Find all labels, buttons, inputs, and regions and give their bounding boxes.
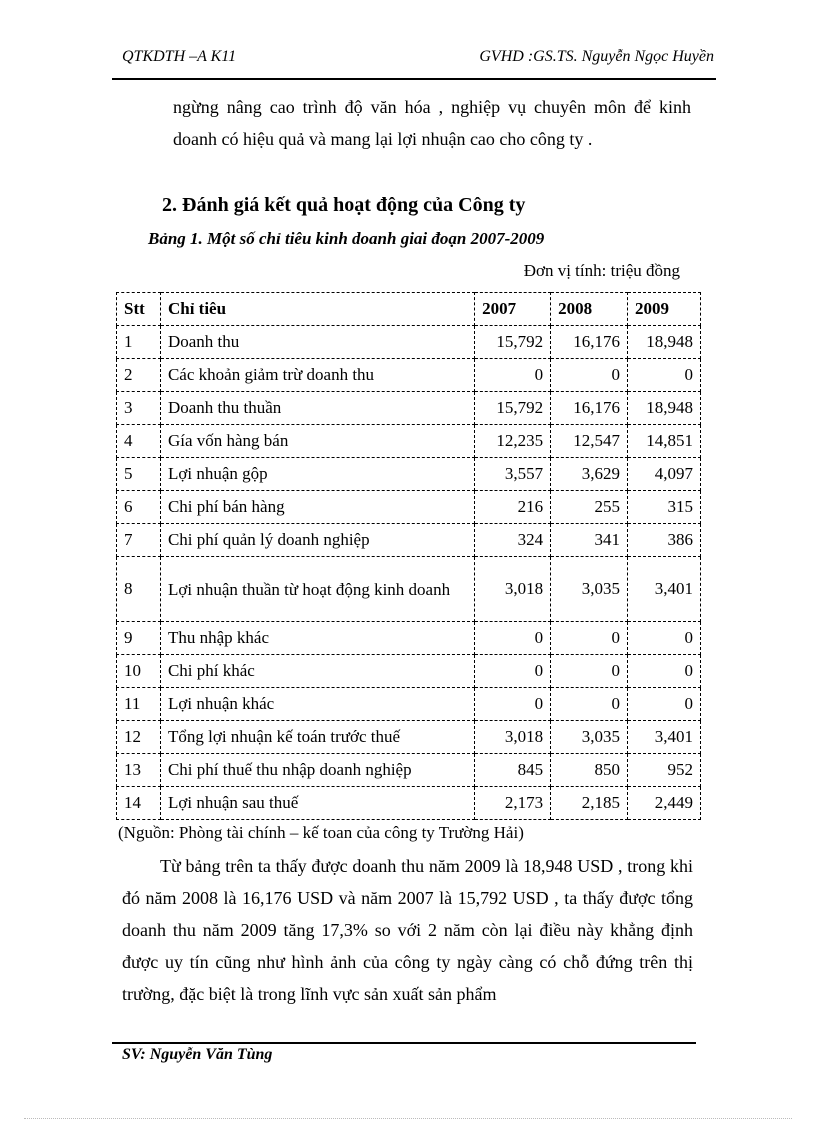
cell-stt: 14 — [117, 787, 161, 820]
cell-2009: 14,851 — [628, 425, 701, 458]
cell-2008: 0 — [551, 359, 628, 392]
col-header-2007: 2007 — [475, 293, 551, 326]
cell-2007: 0 — [475, 622, 551, 655]
cell-stt: 1 — [117, 326, 161, 359]
cell-indicator: Chi phí thuế thu nhập doanh nghiệp — [160, 754, 474, 787]
section-title: 2. Đánh giá kết quả hoạt động của Công ty — [162, 194, 526, 216]
page-footer: SV: Nguyễn Văn Tùng — [122, 1046, 273, 1063]
cell-indicator: Thu nhập khác — [160, 622, 474, 655]
cell-2008: 3,629 — [551, 458, 628, 491]
cell-stt: 8 — [117, 557, 161, 622]
cell-2007: 845 — [475, 754, 551, 787]
cell-2009: 18,948 — [628, 326, 701, 359]
cell-indicator: Chi phí bán hàng — [160, 491, 474, 524]
table-row — [117, 458, 701, 491]
cell-stt: 9 — [117, 622, 161, 655]
cell-indicator: Lợi nhuận khác — [160, 688, 474, 721]
table-row — [117, 754, 701, 787]
table-row — [117, 359, 701, 392]
cell-2007: 3,018 — [475, 721, 551, 754]
cell-indicator: Các khoản giảm trừ doanh thu — [160, 359, 474, 392]
cell-2007: 2,173 — [475, 787, 551, 820]
cell-2007: 324 — [475, 524, 551, 557]
cell-2008: 3,035 — [551, 721, 628, 754]
cell-2008: 0 — [551, 688, 628, 721]
page-header — [122, 48, 714, 70]
table-row — [117, 622, 701, 655]
cell-indicator: Chi phí quản lý doanh nghiệp — [160, 524, 474, 557]
cell-2007: 216 — [475, 491, 551, 524]
table-caption: Bảng 1. Một số chỉ tiêu kinh doanh giai đoạn 2007-2009 — [148, 229, 545, 248]
cell-2007: 15,792 — [475, 326, 551, 359]
business-indicators-table — [116, 292, 701, 820]
cell-2009: 386 — [628, 524, 701, 557]
table-row — [117, 392, 701, 425]
cell-2007: 3,018 — [475, 557, 551, 622]
cell-stt: 2 — [117, 359, 161, 392]
cell-stt: 3 — [117, 392, 161, 425]
cell-indicator: Doanh thu thuần — [160, 392, 474, 425]
table-row — [117, 557, 701, 622]
cell-2007: 15,792 — [475, 392, 551, 425]
table-row — [117, 655, 701, 688]
col-header-indicator: Chỉ tiêu — [160, 293, 474, 326]
cell-2009: 4,097 — [628, 458, 701, 491]
cell-indicator: Tổng lợi nhuận kế toán trước thuế — [160, 721, 474, 754]
footer-divider — [112, 1042, 696, 1044]
cell-2008: 850 — [551, 754, 628, 787]
cell-indicator: Doanh thu — [160, 326, 474, 359]
col-header-2008: 2008 — [551, 293, 628, 326]
cell-2009: 952 — [628, 754, 701, 787]
cell-stt: 4 — [117, 425, 161, 458]
cell-2007: 0 — [475, 359, 551, 392]
col-header-2009: 2009 — [628, 293, 701, 326]
cell-2008: 2,185 — [551, 787, 628, 820]
cell-2008: 341 — [551, 524, 628, 557]
cell-stt: 6 — [117, 491, 161, 524]
source-note: (Nguồn: Phòng tài chính – kế toan của công ty Trường Hải) — [118, 823, 524, 842]
col-header-stt: Stt — [117, 293, 161, 326]
table-row — [117, 425, 701, 458]
table-row — [117, 787, 701, 820]
cell-indicator: Gía vốn hàng bán — [160, 425, 474, 458]
cell-2008: 0 — [551, 622, 628, 655]
cell-2007: 3,557 — [475, 458, 551, 491]
cell-2007: 0 — [475, 688, 551, 721]
cell-stt: 13 — [117, 754, 161, 787]
cell-stt: 12 — [117, 721, 161, 754]
cell-2008: 12,547 — [551, 425, 628, 458]
table-header-row — [117, 293, 701, 326]
cell-2008: 16,176 — [551, 326, 628, 359]
cell-2007: 12,235 — [475, 425, 551, 458]
cell-2009: 0 — [628, 688, 701, 721]
cell-indicator: Chi phí khác — [160, 655, 474, 688]
cell-stt: 10 — [117, 655, 161, 688]
cell-2009: 18,948 — [628, 392, 701, 425]
body-paragraph: Từ bảng trên ta thấy được doanh thu năm 2009 là 18,948 USD , trong khi đó năm 2008 là 16,176 USD và năm 2007 là 15,792 USD , ta thấy được tổng doanh thu năm 2009 tăng 17,3% so với 2 năm còn lại điều này khẳng định được uy tín cũng như hình ảnh của công ty ngày càng có chỗ đứng trên thị trường, đặc biệt là trong lĩnh vực sản xuất sản phẩm — [122, 856, 693, 1004]
cell-2009: 0 — [628, 655, 701, 688]
cell-stt: 11 — [117, 688, 161, 721]
cell-indicator: Lợi nhuận thuần từ hoạt động kinh doanh — [160, 557, 474, 622]
cell-2009: 3,401 — [628, 721, 701, 754]
cell-2008: 0 — [551, 655, 628, 688]
cell-2008: 16,176 — [551, 392, 628, 425]
cell-2007: 0 — [475, 655, 551, 688]
table-row — [117, 721, 701, 754]
cell-stt: 5 — [117, 458, 161, 491]
cell-2008: 3,035 — [551, 557, 628, 622]
cell-indicator: Lợi nhuận gộp — [160, 458, 474, 491]
table-row — [117, 688, 701, 721]
cell-2009: 0 — [628, 359, 701, 392]
table-row — [117, 491, 701, 524]
intro-paragraph: ngừng nâng cao trình độ văn hóa , nghiệp vụ chuyên môn để kinh doanh có hiệu quả và mang lại lợi nhuận cao cho công ty . — [173, 97, 691, 149]
cell-2009: 3,401 — [628, 557, 701, 622]
table-row — [117, 326, 701, 359]
cell-2009: 2,449 — [628, 787, 701, 820]
header-course: QTKDTH –A K11 — [122, 48, 237, 65]
page-edge — [24, 1118, 792, 1119]
unit-note: Đơn vị tính: triệu đồng — [523, 261, 680, 280]
header-advisor: GVHD :GS.TS. Nguyễn Ngọc Huyền — [479, 48, 714, 65]
cell-stt: 7 — [117, 524, 161, 557]
header-divider — [112, 78, 716, 80]
cell-2008: 255 — [551, 491, 628, 524]
table-row — [117, 524, 701, 557]
cell-2009: 0 — [628, 622, 701, 655]
cell-indicator: Lợi nhuận sau thuế — [160, 787, 474, 820]
cell-2009: 315 — [628, 491, 701, 524]
